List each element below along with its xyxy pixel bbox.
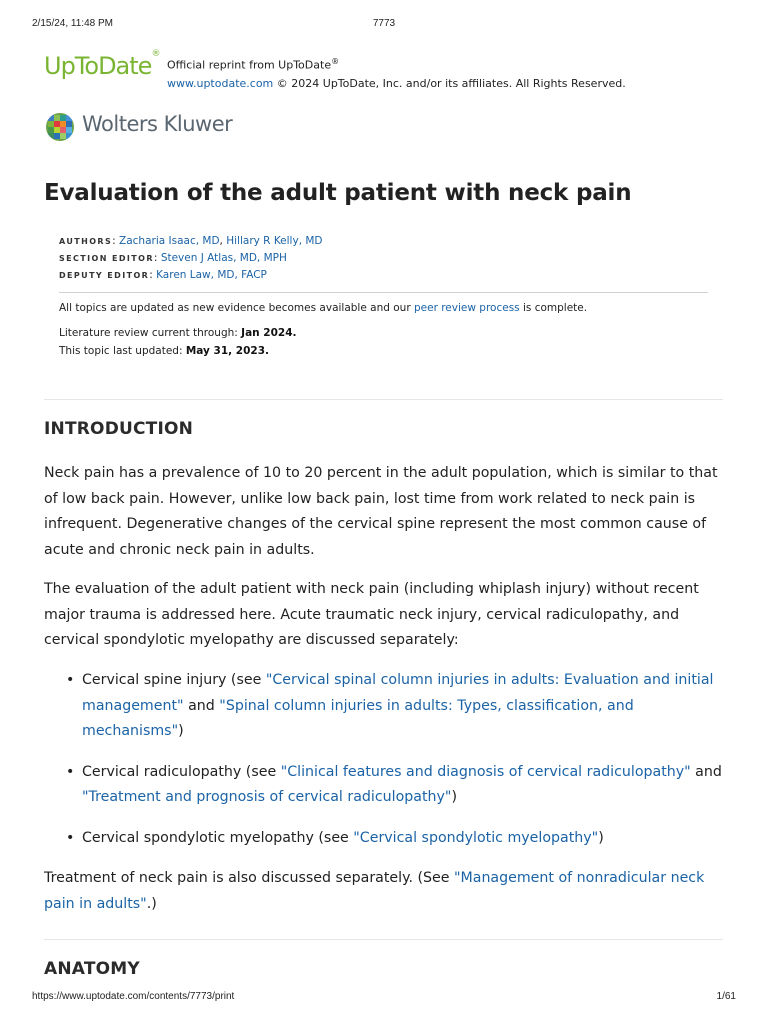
list-item: [66, 760, 726, 811]
list-item: [66, 668, 726, 745]
copyright-text: © 2024 UpToDate, Inc. and/or its affiliates. All Rights Reserved.: [276, 76, 626, 90]
topic-contributors: AUTHORS: Zacharia Isaac, MD, Hillary R Kelly, MD SECTION EDITOR: Steven J Atlas, MD, MPH DEPUTY EDITOR: Karen Law, MD, FACP: [59, 235, 323, 281]
list-item-text: and: [183, 697, 220, 714]
lit-review-label: Literature review current through:: [59, 327, 242, 339]
bullet-icon: •: [66, 829, 75, 846]
list-item-text: Cervical spine injury (see: [82, 672, 266, 688]
deputy-editor-link[interactable]: Karen Law, MD, FACP: [156, 269, 267, 281]
intro-paragraph-3: [44, 866, 719, 917]
print-date: 2/15/24, 11:48 PM: [32, 18, 113, 29]
section-divider: [44, 399, 723, 400]
reprint-text: Official reprint from UpToDate: [167, 58, 332, 72]
topic-link[interactable]: "Spinal column injuries in adults: Types, classification, and mechanisms": [82, 697, 634, 739]
lit-review-date: Jan 2024.: [241, 327, 297, 339]
uptodate-logo[interactable]: [44, 49, 161, 80]
topic-link[interactable]: "Cervical spondylotic myelopathy": [353, 829, 599, 846]
print-url: https://www.uptodate.com/contents/7773/print: [32, 991, 235, 1002]
paragraph-text-end: .): [146, 895, 157, 912]
author-link[interactable]: Hillary R Kelly, MD: [226, 235, 323, 247]
list-item-text: Cervical spondylotic myelopathy (see: [82, 829, 354, 846]
page-title: Evaluation of the adult patient with neck pain: [44, 180, 632, 206]
uptodate-logo-text: UpToDate: [44, 52, 152, 80]
reprint-notice: [167, 53, 747, 93]
deputy-editor-label: DEPUTY EDITOR: [59, 271, 150, 280]
section-divider: [44, 939, 723, 940]
list-item-text: Cervical radiculopathy (see: [82, 763, 281, 780]
page-number: 1/61: [716, 991, 736, 1002]
paragraph-text: Treatment of neck pain is also discussed separately. (See: [44, 870, 454, 886]
intro-paragraph-1: Neck pain has a prevalence of 10 to 20 percent in the adult population, which is similar to that of low back pain. However, unlike low back pain, lost time from work related to neck pain is infrequent. Degenerative changes of the cervical spine represent the most common cause of acute and chronic neck pain in adults.: [44, 465, 718, 558]
print-doc-id: 7773: [372, 18, 396, 29]
authors-label: AUTHORS: [59, 237, 113, 246]
topic-link[interactable]: "Cervical spinal column injuries in adults: Evaluation and initial management": [82, 672, 714, 714]
list-item-text: and: [690, 763, 722, 780]
print-header: [32, 18, 736, 32]
bullet-icon: •: [66, 763, 75, 780]
list-item-text: ): [451, 789, 457, 805]
section-heading-introduction: INTRODUCTION: [44, 419, 194, 439]
divider: [59, 292, 708, 293]
print-footer: [32, 991, 736, 1005]
topic-link[interactable]: "Clinical features and diagnosis of cervical radiculopathy": [280, 763, 691, 780]
list-item-text: ): [178, 723, 184, 739]
list-item-text: ): [598, 829, 604, 846]
topic-link[interactable]: "Treatment and prognosis of cervical radiculopathy": [82, 789, 452, 805]
uptodate-logo-mark: ®: [151, 49, 161, 59]
last-updated-date: May 31, 2023.: [185, 344, 270, 357]
section-heading-anatomy: ANATOMY: [44, 959, 140, 979]
notice-text: All topics are updated as new evidence becomes available and our: [59, 302, 414, 314]
wolters-kluwer-text: Wolters Kluwer: [82, 112, 233, 136]
notice-text-end: is complete.: [519, 302, 588, 314]
uptodate-site-link[interactable]: www.uptodate.com: [167, 76, 274, 90]
section-editor-label: SECTION EDITOR: [59, 254, 154, 263]
wolters-kluwer-icon: [44, 111, 76, 143]
list-item: [66, 826, 726, 852]
last-updated-label: This topic last updated:: [59, 344, 186, 357]
reprint-mark: ®: [331, 57, 340, 66]
bullet-icon: •: [66, 672, 75, 688]
update-notice: [59, 300, 709, 317]
section-editor-link[interactable]: Steven J Atlas, MD, MPH: [160, 252, 287, 264]
author-link[interactable]: Zacharia Isaac, MD: [119, 235, 220, 247]
peer-review-link[interactable]: peer review process: [413, 302, 520, 314]
review-dates: [59, 325, 709, 360]
topic-link[interactable]: "Management of nonradicular neck pain in adults": [44, 870, 705, 912]
intro-paragraph-2: The evaluation of the adult patient with neck pain (including whiplash injury) without recent major trauma is addressed here. Acute traumatic neck injury, cervical radiculopathy, and cervical spondylotic myelopathy are discussed separately:: [44, 581, 699, 648]
related-topics-list: [66, 668, 726, 866]
